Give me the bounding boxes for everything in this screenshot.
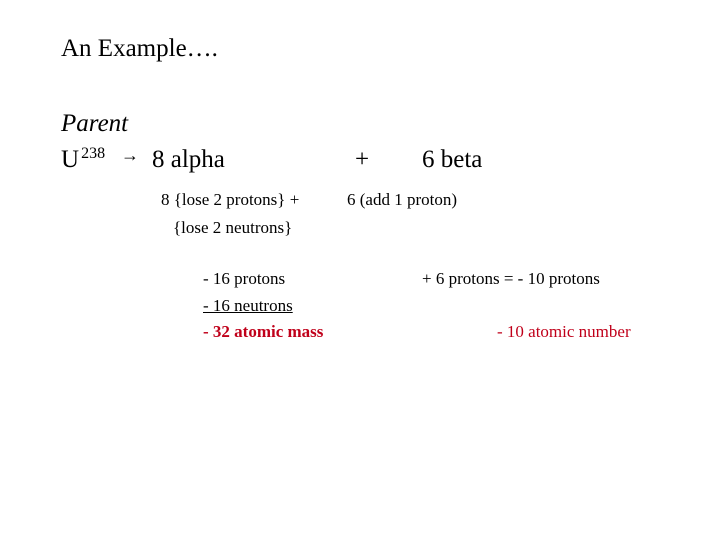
result-atomic-number: - 10 atomic number [497,322,631,341]
result-protons-lost: - 16 protons [203,269,286,288]
alpha-term: 8 alpha [152,146,225,173]
reaction-arrow: → [121,145,139,165]
element-symbol: U [61,146,80,173]
beta-detail: 6 (add 1 proton) [347,190,458,209]
parent-label: Parent [61,110,129,137]
alpha-detail-line-2: {lose 2 neutrons} [173,218,293,237]
plus-sign: + [355,146,370,173]
beta-term: 6 beta [422,146,483,173]
mass-number-superscript: 238 [81,145,106,162]
result-protons-net: + 6 protons = - 10 protons [422,269,600,288]
result-neutrons-lost: - 16 neutrons [203,296,293,315]
slide-title: An Example…. [61,35,218,62]
alpha-detail-line-1: 8 {lose 2 protons} + [161,190,300,209]
result-atomic-mass: - 32 atomic mass [203,322,324,341]
uranium-symbol [61,143,105,180]
